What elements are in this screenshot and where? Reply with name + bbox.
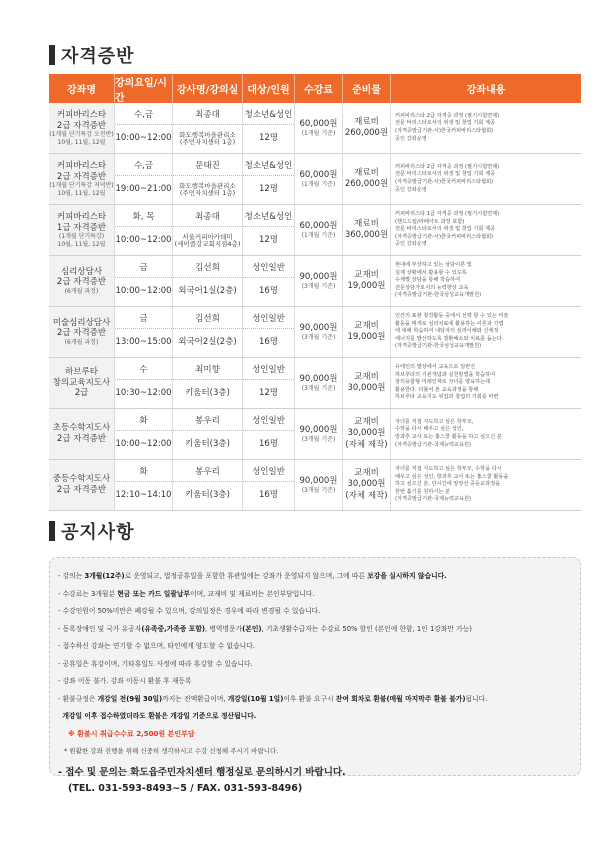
course-name-cell bbox=[49, 460, 115, 510]
materials-cost: 260,000원 bbox=[344, 179, 389, 189]
target-cell bbox=[243, 154, 295, 204]
schedule-cell bbox=[115, 256, 173, 306]
course-time: 10:00~12:00 bbox=[115, 439, 172, 450]
materials-label: 재료비 bbox=[354, 218, 379, 229]
header-cell: 강좌명 bbox=[49, 74, 115, 103]
fee-cell bbox=[295, 460, 343, 510]
materials-label: 재료비 bbox=[354, 167, 379, 178]
teacher-cell bbox=[173, 256, 243, 306]
notice-item: - 수강인원이 50%미만은 폐강될 수 있으며, 강의일정은 경우에 따라 변경될 수 있습니다. bbox=[58, 607, 321, 615]
course-name: 미술심리상담사 bbox=[52, 317, 111, 328]
description-line: 자녀를 직접 지도하고 싶은 학부모, bbox=[395, 418, 474, 425]
description-line: 공인 강좌운영 bbox=[395, 135, 427, 142]
classroom bbox=[173, 482, 242, 510]
description-line: 배우고 싶은 성인, 방과후 교사 또는 홈스쿨 활동을 bbox=[395, 473, 509, 480]
section-title-text: 자격증반 bbox=[61, 46, 135, 67]
capacity: 12명 bbox=[258, 235, 279, 246]
materials-cell bbox=[343, 409, 391, 459]
capacity: 16명 bbox=[258, 337, 279, 348]
capacity: 16명 bbox=[258, 439, 279, 450]
course-fee: 60,000원 bbox=[299, 169, 338, 180]
notice-item: - 수강료는 3개월분 현금 또는 카드 일괄납부이며, 교재비 및 재료비는 본인부담입니다. bbox=[58, 589, 315, 598]
course-name-cell bbox=[49, 103, 115, 153]
target-cell bbox=[243, 358, 295, 408]
target-group: 성인일반 bbox=[243, 307, 294, 329]
classroom bbox=[173, 227, 242, 255]
capacity: 12명 bbox=[258, 133, 279, 144]
materials-cell bbox=[343, 307, 391, 357]
description-line: (자격증발급기관-사)한국커피바리스타협회) bbox=[395, 179, 494, 185]
course-fee: 90,000원 bbox=[299, 475, 338, 486]
classroom-line: 외국어2실(2층) bbox=[178, 337, 237, 348]
description-line: 하브루타 교육지도 위업과 창업의 기회를 마련 bbox=[395, 394, 499, 401]
description-cell bbox=[391, 409, 581, 459]
schedule-cell bbox=[115, 307, 173, 357]
description-line: 공인 강좌운영 bbox=[395, 241, 427, 248]
header-cell: 수강료 bbox=[295, 74, 343, 103]
course-period: (1개월 단기특강 오전반) bbox=[49, 131, 114, 139]
description-line: 유태인의 발상에서 교육으로 일컫진 bbox=[395, 364, 476, 371]
description-line: 방과후 교사 또는 홈스쿨 활동을 하고 싶으신 분 bbox=[395, 434, 502, 440]
description-line: 수제별 상담을 통해 학습하여 bbox=[395, 277, 461, 284]
contact-line: - 접수 및 문의는 화도읍주민자치센터 행정실로 문의하시기 바랍니다. bbox=[58, 766, 346, 778]
classroom-line: 서울커피아카데미 bbox=[182, 232, 233, 241]
materials-cost: (자체 제작) bbox=[345, 439, 388, 450]
teacher-name: 문태진 bbox=[173, 154, 242, 176]
materials-cost: 30,000원 bbox=[347, 479, 386, 490]
section-bar bbox=[49, 521, 55, 541]
materials-cost: 30,000원 bbox=[347, 383, 386, 393]
description-line: (자격증발급기관-사)한국커피바리스타협회) bbox=[395, 128, 494, 134]
fee-cell bbox=[295, 256, 343, 306]
teacher-cell bbox=[173, 307, 243, 357]
table-row bbox=[49, 358, 581, 409]
target-group: 성인일반 bbox=[243, 409, 294, 431]
course-time: 12:10~14:10 bbox=[115, 490, 172, 501]
materials-label: 교재비 bbox=[354, 417, 379, 428]
contact-phone-fax: (TEL. 031-593-8493~5 / FAX. 031-593-8496) bbox=[68, 782, 303, 794]
target-cell bbox=[243, 409, 295, 459]
course-day: 금 bbox=[115, 256, 172, 278]
description-line: 에너지를 발산하도록 질환해소와 치료를 돕는다. bbox=[395, 335, 504, 342]
course-period: (6개월 과정) bbox=[64, 338, 99, 346]
table-row bbox=[49, 460, 581, 511]
description-line: (핸드드립/라떼아트 과정 포함) bbox=[395, 218, 465, 225]
target-cell bbox=[243, 256, 295, 306]
schedule-cell bbox=[115, 409, 173, 459]
description-line: 공인 강좌운영 bbox=[395, 186, 427, 193]
description-line: 수학을 다시 배우고 싶은 성인, bbox=[395, 426, 464, 433]
description-cell bbox=[391, 358, 581, 408]
capacity: 12명 bbox=[258, 184, 279, 195]
course-name-cell bbox=[49, 256, 115, 306]
teacher-cell bbox=[173, 103, 243, 153]
section-title-certificates bbox=[49, 42, 135, 68]
classroom-line: (주민자치센터 1층) bbox=[179, 138, 236, 146]
course-day: 화, 목 bbox=[115, 205, 172, 227]
schedule-cell bbox=[115, 460, 173, 510]
materials-cell bbox=[343, 256, 391, 306]
description-line: 커피바리스타 2급 자격증 과정 (필기시험면제) bbox=[395, 112, 500, 119]
materials-cost: 260,000원 bbox=[344, 128, 389, 138]
capacity: 16명 bbox=[258, 490, 279, 501]
teacher-cell bbox=[173, 409, 243, 459]
target-group: 성인일반 bbox=[243, 358, 294, 380]
description-line: 커피바리스타 1급 자격증 과정 (필기시험면제) bbox=[395, 211, 500, 218]
description-line: 한번 훑기를 원하시는 분 bbox=[395, 488, 451, 495]
fee-cell bbox=[295, 358, 343, 408]
fee-basis: (3개월 기준) bbox=[301, 435, 336, 443]
section-title-notice bbox=[49, 518, 135, 544]
notice-item: - 강의는 3개월(12주)로 운영되고, 법정공휴일을 포함한 휴관일에는 강좌가 운영되지 않으며, 그에 따른 보강을 실시하지 않습니다. bbox=[58, 572, 447, 580]
course-day: 금 bbox=[115, 307, 172, 329]
notice-item: - 환불규정은 개강일 전(9월 30일)까지는 전액환급이며, 개강일(10월 1일)이후 환불 요구시 잔여 회차로 환불(매월 마지막주 환불 불가)됩니다. bbox=[58, 694, 488, 703]
description-line: (자격증발급기관-국제능력교육원) bbox=[395, 496, 472, 503]
header-cell: 대상/인원 bbox=[243, 74, 295, 103]
description-line: 현대에 부상하고 있는 상담이론 및 bbox=[395, 262, 472, 269]
course-time: 10:00~12:00 bbox=[115, 235, 172, 246]
fee-basis: (1개월 기준) bbox=[301, 129, 336, 137]
materials-cost: (자체 제작) bbox=[345, 490, 388, 501]
description-line: 전문 바리스타로서의 위생 및 창업 기회 제공 bbox=[395, 171, 496, 178]
classroom-line: 화도행복마을관리소 bbox=[179, 181, 236, 190]
table-row bbox=[49, 256, 581, 307]
course-name: 2급 자격증반 bbox=[56, 171, 107, 182]
course-name: 2급 자격증반 bbox=[56, 434, 107, 444]
classroom-line: 키움터(3층) bbox=[185, 388, 230, 399]
course-name: 커피바리스타 bbox=[56, 211, 107, 222]
table-header bbox=[49, 74, 581, 103]
fee-cell bbox=[295, 409, 343, 459]
description-line: (자격증발급기관-국제능력교육원) bbox=[395, 441, 472, 448]
classroom-line: 키움터(3층) bbox=[185, 439, 230, 450]
header-cell: 강의요일/시간 bbox=[115, 74, 173, 103]
description-line: 전문상담가로서의 능력향상 교육 bbox=[395, 284, 469, 291]
description-line: 활동을 매개로 심리치료에 활용하는 이론과 기법 bbox=[395, 320, 504, 327]
target-group: 청소년&성인 bbox=[243, 205, 294, 227]
classroom bbox=[173, 431, 242, 459]
course-fee: 60,000원 bbox=[299, 220, 338, 231]
classroom bbox=[173, 176, 242, 204]
course-name-cell bbox=[49, 205, 115, 255]
course-name: 창의교육지도사 bbox=[52, 377, 111, 388]
classroom bbox=[173, 329, 242, 357]
fee-basis: (1개월 기준) bbox=[301, 180, 336, 188]
target-cell bbox=[243, 103, 295, 153]
course-name: 2급 자격증반 bbox=[56, 277, 107, 288]
teacher-name: 김선희 bbox=[173, 256, 242, 278]
schedule-cell bbox=[115, 103, 173, 153]
description-line: 에 대해 학습하여 내담자의 심리이해와 신체적 bbox=[395, 328, 499, 335]
course-fee: 90,000원 bbox=[299, 271, 338, 282]
notice-item: - 강좌 이동 불가. 강좌 이동시 환불 후 재등록 bbox=[58, 677, 192, 685]
description-line: 창의융합형 미래인재로 자녀를 양육하는데 bbox=[395, 379, 491, 386]
section-title-text: 공지사항 bbox=[61, 522, 135, 543]
target-cell bbox=[243, 460, 295, 510]
classroom bbox=[173, 278, 242, 306]
teacher-name: 최종대 bbox=[173, 103, 242, 125]
course-table bbox=[49, 74, 581, 511]
course-name-cell bbox=[49, 307, 115, 357]
teacher-name: 최종대 bbox=[173, 205, 242, 227]
header-cell: 준비물 bbox=[343, 74, 391, 103]
description-line: 인간의 표현 창작활동 중에서 선택 할 수 있는 미술 bbox=[395, 313, 509, 320]
materials-label: 교재비 bbox=[354, 269, 379, 280]
materials-cost: 19,000원 bbox=[347, 281, 386, 291]
notice-item: - 공휴일은 휴강이며, 기타휴일도 사정에 따라 휴강할 수 있습니다. bbox=[58, 659, 253, 668]
teacher-cell bbox=[173, 460, 243, 510]
course-period: 10월, 11월, 12월 bbox=[57, 138, 106, 146]
course-fee: 90,000원 bbox=[299, 322, 338, 333]
fee-basis: (3개월 기준) bbox=[301, 384, 336, 392]
fee-cell bbox=[295, 154, 343, 204]
schedule-cell bbox=[115, 154, 173, 204]
course-fee: 90,000원 bbox=[299, 424, 338, 435]
section-bar bbox=[49, 45, 55, 65]
table-body bbox=[49, 103, 581, 511]
teacher-name: 봉우리 bbox=[173, 409, 242, 431]
materials-cell bbox=[343, 358, 391, 408]
teacher-name: 봉우리 bbox=[173, 460, 242, 482]
target-cell bbox=[243, 307, 295, 357]
description-line: 전문 바리스타로서의 위생 및 창업 기회 제공 bbox=[395, 120, 496, 127]
materials-cost: 30,000원 bbox=[347, 428, 386, 439]
description-cell bbox=[391, 256, 581, 306]
course-name: 1급 자격증반 bbox=[56, 222, 107, 233]
course-time: 10:00~12:00 bbox=[115, 133, 172, 144]
classroom bbox=[173, 380, 242, 408]
notice-box bbox=[49, 557, 581, 794]
description-cell bbox=[391, 307, 581, 357]
course-day: 화 bbox=[115, 460, 172, 482]
description-line: 하브루타의 기본개념과 실천방법을 학습하여 bbox=[395, 371, 496, 378]
capacity: 12명 bbox=[258, 388, 279, 399]
classroom bbox=[173, 125, 242, 153]
notice-list bbox=[58, 568, 572, 726]
materials-cell bbox=[343, 154, 391, 204]
materials-cost: 19,000원 bbox=[347, 332, 386, 342]
table-row bbox=[49, 205, 581, 256]
capacity: 16명 bbox=[258, 286, 279, 297]
refund-fee-note: ※ 환불시 취급수수료 2,500원 본인부담 bbox=[68, 729, 195, 738]
teacher-name: 최미향 bbox=[173, 358, 242, 380]
course-period: 10월, 11월, 12월 bbox=[57, 240, 106, 248]
notice-item: - 동록장애인 및 국가 유공자(유족중,가족증 포함), 병역명문가(본인), 기초생활수급자는 수강료 50% 할인 (본인에 한함, 1인 1강좌만 가능) bbox=[58, 624, 472, 633]
course-period: 10월, 11월, 12월 bbox=[57, 189, 106, 197]
teacher-cell bbox=[173, 205, 243, 255]
notice-item: - 접수하신 강좌는 연기할 수 없으며, 타인에게 양도할 수 없습니다. bbox=[58, 642, 255, 650]
classroom-line: 키움터(3층) bbox=[185, 490, 230, 501]
fee-basis: (3개월 기준) bbox=[301, 333, 336, 341]
target-cell bbox=[243, 205, 295, 255]
materials-label: 교재비 bbox=[354, 468, 379, 479]
target-group: 성인일반 bbox=[243, 460, 294, 482]
description-line: 자녀를 직접 지도하고 싶은 학부모, 수학을 다시 bbox=[395, 466, 502, 473]
course-name: 2급 bbox=[74, 388, 89, 399]
course-time: 19:00~21:00 bbox=[115, 184, 172, 195]
course-name: 2급 자격증반 bbox=[56, 328, 107, 339]
description-cell bbox=[391, 460, 581, 510]
materials-cell bbox=[343, 460, 391, 510]
target-group: 성인일반 bbox=[243, 256, 294, 278]
course-period: (1개월 단기특강) bbox=[58, 233, 105, 241]
schedule-cell bbox=[115, 205, 173, 255]
course-time: 13:00~15:00 bbox=[115, 337, 172, 348]
fee-cell bbox=[295, 307, 343, 357]
description-line: 전문 바리스타로서의 위생 및 창업 기회 제공 bbox=[395, 226, 496, 233]
course-name: 초등수학지도사 bbox=[52, 423, 111, 434]
materials-label: 교재비 bbox=[354, 371, 379, 382]
course-name: 하브루타 bbox=[65, 367, 98, 378]
classroom-line: 외국어1실(2층) bbox=[178, 286, 237, 297]
target-group: 청소년&성인 bbox=[243, 103, 294, 125]
course-name-cell bbox=[49, 154, 115, 204]
teacher-name: 김선희 bbox=[173, 307, 242, 329]
description-line: 하고 싶으신 분, 단시간에 앞장선 중등교과정을 bbox=[395, 481, 501, 488]
description-cell bbox=[391, 103, 581, 153]
fee-cell bbox=[295, 103, 343, 153]
course-period: (1개월 단기특강 저녁반) bbox=[49, 182, 114, 190]
description-cell bbox=[391, 154, 581, 204]
description-line: 실제 상황에서 활용할 수 있도록 bbox=[395, 269, 467, 276]
description-line: 커피바리스타 2급 자격증 과정 (필기시험면제) bbox=[395, 163, 500, 170]
course-period: (6개월 과정) bbox=[64, 287, 99, 295]
classroom-line: 화도행복마을관리소 bbox=[179, 130, 236, 139]
course-day: 수 bbox=[115, 358, 172, 380]
table-row bbox=[49, 307, 581, 358]
course-day: 화 bbox=[115, 409, 172, 431]
fee-cell bbox=[295, 205, 343, 255]
materials-label: 재료비 bbox=[354, 116, 379, 127]
course-fee: 60,000원 bbox=[299, 118, 338, 129]
course-name: 커피바리스타 bbox=[56, 160, 107, 171]
header-cell: 강좌내용 bbox=[466, 85, 506, 96]
header-cell: 강사명/강의실 bbox=[173, 74, 243, 103]
course-name: 2급 자격증반 bbox=[56, 120, 107, 131]
course-name: 중등수학지도사 bbox=[52, 474, 111, 485]
materials-cost: 360,000원 bbox=[344, 230, 389, 240]
description-line: (자격증발급기관-한국심성교육개발원) bbox=[395, 292, 482, 299]
course-name-cell bbox=[49, 358, 115, 408]
materials-cell bbox=[343, 103, 391, 153]
notice-item: 개강일 이후 접수하였더라도 환불은 개강일 기준으로 정산됩니다. bbox=[62, 712, 257, 720]
table-row bbox=[49, 154, 581, 205]
fee-basis: (1개월 기준) bbox=[301, 231, 336, 239]
description-line: 활용한다. 더불어 본 교육과정을 통해 bbox=[395, 386, 479, 393]
fee-basis: (3개월 기준) bbox=[301, 486, 336, 494]
classroom-line: (주민자치센터 1층) bbox=[179, 189, 236, 197]
enrollment-note: * 원활한 강좌 진행을 위해 신중히 생각하시고 수강 신청해 주시기 바랍니다. bbox=[64, 746, 279, 755]
course-name: 커피바리스타 bbox=[56, 109, 107, 120]
teacher-cell bbox=[173, 154, 243, 204]
course-fee: 90,000원 bbox=[299, 373, 338, 384]
course-time: 10:00~12:00 bbox=[115, 286, 172, 297]
course-time: 10:30~12:00 bbox=[115, 388, 172, 399]
table-row bbox=[49, 103, 581, 154]
course-name: 심리상담사 bbox=[60, 266, 103, 277]
course-name-cell bbox=[49, 409, 115, 459]
description-line: (자격증발급기관-한국심성교육개발원) bbox=[395, 343, 482, 350]
description-cell bbox=[391, 205, 581, 255]
description-line: (자격증발급기관-사)한국커피바리스타협회) bbox=[395, 233, 494, 240]
fee-basis: (3개월 기준) bbox=[301, 282, 336, 290]
schedule-cell bbox=[115, 358, 173, 408]
classroom-line: (세이즐강교회지점4층) bbox=[174, 240, 241, 248]
materials-label: 교재비 bbox=[354, 320, 379, 331]
teacher-cell bbox=[173, 358, 243, 408]
materials-cell bbox=[343, 205, 391, 255]
course-day: 수,금 bbox=[115, 154, 172, 176]
table-row bbox=[49, 409, 581, 460]
course-name: 2급 자격증반 bbox=[56, 485, 107, 495]
course-day: 수,금 bbox=[115, 103, 172, 125]
target-group: 청소년&성인 bbox=[243, 154, 294, 176]
